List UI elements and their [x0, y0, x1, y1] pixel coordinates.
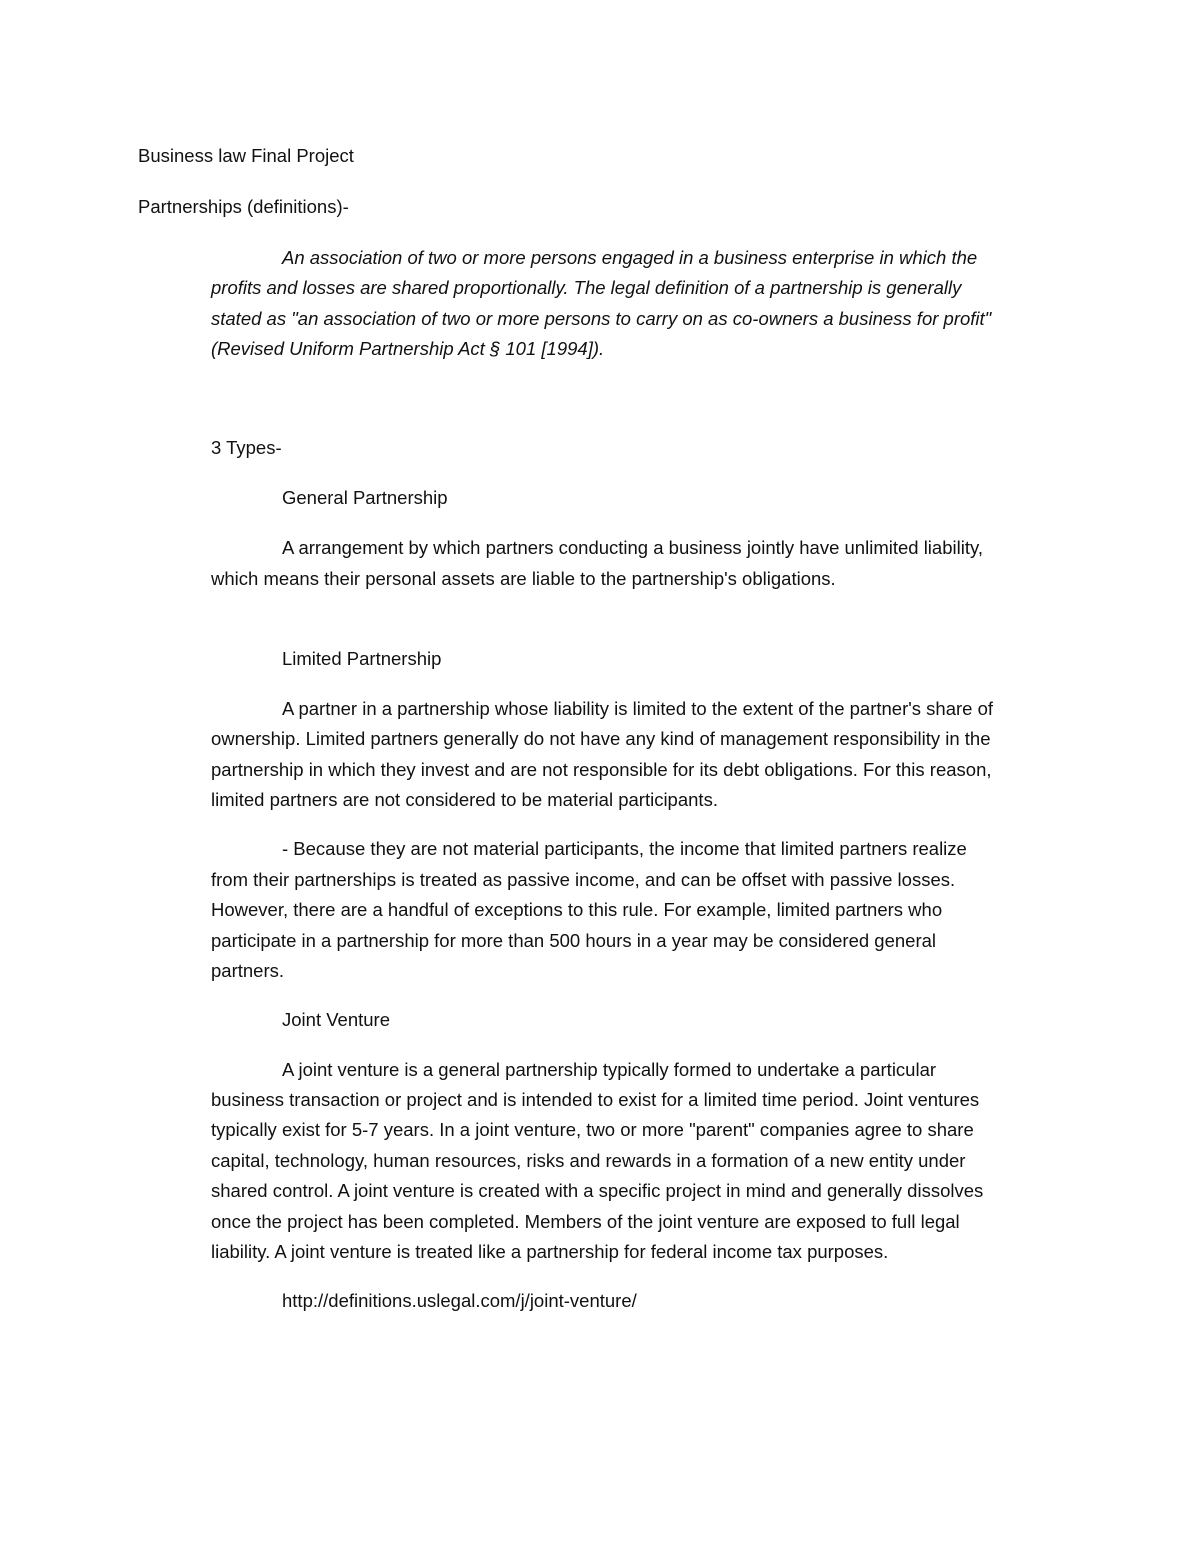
paragraph-line: partnership in which they invest and are not responsible for its debt obligations. For this reason, — [211, 759, 992, 780]
paragraph-line: limited partners are not considered to be material participants. — [211, 789, 718, 810]
paragraph-line: A arrangement by which partners conducting a business jointly have unlimited liability, — [282, 537, 983, 558]
general-partnership-heading: General Partnership — [282, 487, 448, 508]
limited-partnership-heading: Limited Partnership — [282, 648, 442, 669]
types-heading: 3 Types- — [211, 437, 282, 458]
paragraph-line: shared control. A joint venture is created with a specific project in mind and generally dissolves — [211, 1180, 984, 1201]
document-title: Business law Final Project — [138, 145, 354, 166]
paragraph-line: once the project has been completed. Members of the joint venture are exposed to full legal — [211, 1211, 960, 1232]
paragraph-line: liability. A joint venture is treated like a partnership for federal income tax purposes. — [211, 1241, 889, 1262]
paragraph-line: typically exist for 5-7 years. In a joint venture, two or more "parent" companies agree to share — [211, 1119, 974, 1140]
definition-line: (Revised Uniform Partnership Act § 101 [1994]). — [211, 338, 605, 359]
note-line: participate in a partnership for more than 500 hours in a year may be considered general — [211, 930, 937, 951]
note-line: However, there are a handful of exceptions to this rule. For example, limited partners who — [211, 899, 943, 920]
note-line: from their partnerships is treated as passive income, and can be offset with passive losses. — [211, 869, 956, 890]
paragraph-line: ownership. Limited partners generally do not have any kind of management responsibility in the — [211, 728, 991, 749]
joint-venture-heading: Joint Venture — [282, 1009, 390, 1030]
paragraph-line: which means their personal assets are liable to the partnership's obligations. — [211, 568, 836, 589]
definition-line: profits and losses are shared proportionally. The legal definition of a partnership is generally — [211, 277, 962, 298]
paragraph-line: A joint venture is a general partnership typically formed to undertake a particular — [282, 1059, 937, 1080]
paragraph-line: business transaction or project and is intended to exist for a limited time period. Joint ventures — [211, 1089, 980, 1110]
source-url: http://definitions.uslegal.com/j/joint-venture/ — [282, 1290, 637, 1311]
section-heading: Partnerships (definitions)- — [138, 196, 349, 217]
definition-line: stated as "an association of two or more persons to carry on as co-owners a business for profit" — [211, 308, 992, 329]
definition-line: An association of two or more persons engaged in a business enterprise in which the — [282, 247, 978, 268]
paragraph-line: capital, technology, human resources, risks and rewards in a formation of a new entity under — [211, 1150, 966, 1171]
paragraph-line: A partner in a partnership whose liability is limited to the extent of the partner's share of — [282, 698, 994, 719]
note-line: - Because they are not material participants, the income that limited partners realize — [282, 838, 967, 859]
note-line: partners. — [211, 960, 285, 981]
